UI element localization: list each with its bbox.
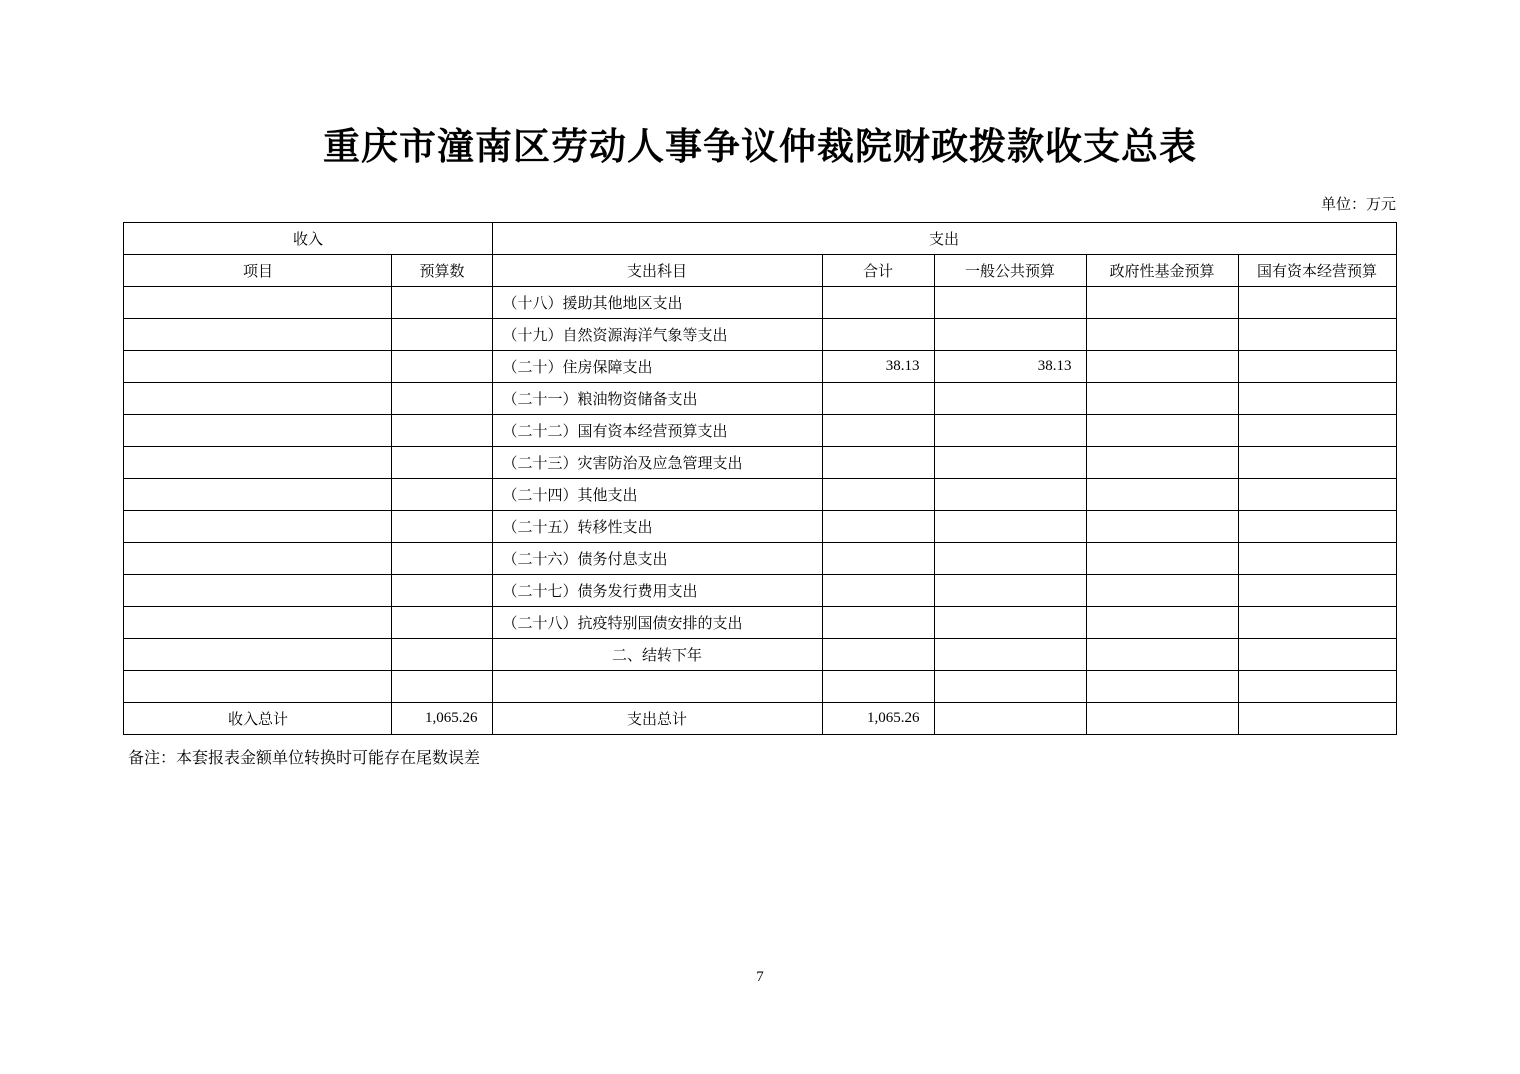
cell-total	[822, 606, 934, 638]
table-total-row	[124, 702, 1396, 734]
header-expenditure: 支出	[492, 222, 1396, 254]
cell-income-item	[124, 542, 392, 574]
cell-total	[822, 318, 934, 350]
cell-income-budget	[392, 286, 492, 318]
cell-total	[822, 510, 934, 542]
header-total: 合计	[822, 254, 934, 286]
cell-expenditure-subject: （二十八）抗疫特别国债安排的支出	[492, 606, 822, 638]
cell-general-public-budget	[934, 286, 1086, 318]
page-title: 重庆市潼南区劳动人事争议仲裁院财政拨款收支总表	[323, 127, 1197, 168]
table-row	[124, 286, 1396, 318]
cell-general-public-budget	[934, 414, 1086, 446]
header-income: 收入	[124, 222, 492, 254]
header-government-fund-budget: 政府性基金预算	[1086, 254, 1238, 286]
cell-government-fund-budget	[1086, 286, 1238, 318]
cell-income-budget	[392, 382, 492, 414]
cell-expenditure-subject: （二十七）债务发行费用支出	[492, 574, 822, 606]
cell-expenditure-subject: （二十四）其他支出	[492, 478, 822, 510]
cell-income-item	[124, 638, 392, 670]
table-row	[124, 478, 1396, 510]
cell-total	[822, 478, 934, 510]
cell-income-item	[124, 318, 392, 350]
table-row	[124, 638, 1396, 670]
cell-state-capital-budget	[1238, 350, 1396, 382]
cell-total: 38.13	[822, 350, 934, 382]
table-row	[124, 318, 1396, 350]
cell-government-fund-budget	[1086, 414, 1238, 446]
cell-income-item	[124, 382, 392, 414]
table-row	[124, 510, 1396, 542]
cell-expenditure-subject: （二十六）债务付息支出	[492, 542, 822, 574]
table-group-header-row	[124, 222, 1396, 254]
table-row	[124, 574, 1396, 606]
cell-general-public-budget	[934, 510, 1086, 542]
table-row	[124, 350, 1396, 382]
cell-expenditure-subject: （二十二）国有资本经营预算支出	[492, 414, 822, 446]
cell-income-budget	[392, 574, 492, 606]
cell-income-budget	[392, 446, 492, 478]
cell-income-item	[124, 606, 392, 638]
cell-total	[822, 446, 934, 478]
cell-total	[822, 638, 934, 670]
cell-income-budget	[392, 350, 492, 382]
cell-state-capital-budget	[1238, 414, 1396, 446]
cell-expenditure-total-value: 1,065.26	[822, 702, 934, 734]
budget-table	[123, 222, 1396, 735]
cell-expenditure-subject: （二十）住房保障支出	[492, 350, 822, 382]
cell-total	[822, 670, 934, 702]
cell-general-public-budget	[934, 478, 1086, 510]
cell-income-item	[124, 446, 392, 478]
cell-total	[822, 574, 934, 606]
cell-expenditure-subject: （二十一）粮油物资储备支出	[492, 382, 822, 414]
cell-general-public-budget	[934, 574, 1086, 606]
cell-income-item	[124, 286, 392, 318]
cell-state-capital-budget	[1238, 286, 1396, 318]
cell-state-capital-budget	[1238, 382, 1396, 414]
cell-income-item	[124, 574, 392, 606]
cell-government-fund-budget	[1086, 638, 1238, 670]
cell-total	[822, 382, 934, 414]
cell-general-public-budget	[934, 670, 1086, 702]
cell-expenditure-subject: （十九）自然资源海洋气象等支出	[492, 318, 822, 350]
cell-income-item	[124, 670, 392, 702]
cell-general-public-budget: 38.13	[934, 350, 1086, 382]
cell-total	[822, 542, 934, 574]
table-row	[124, 414, 1396, 446]
header-state-capital-budget: 国有资本经营预算	[1238, 254, 1396, 286]
cell-expenditure-subject: （十八）援助其他地区支出	[492, 286, 822, 318]
cell-state-capital-budget	[1238, 318, 1396, 350]
cell-income-item	[124, 414, 392, 446]
cell-general-public-budget	[934, 382, 1086, 414]
cell-total-state-capital-budget	[1238, 702, 1396, 734]
cell-government-fund-budget	[1086, 574, 1238, 606]
cell-state-capital-budget	[1238, 510, 1396, 542]
cell-government-fund-budget	[1086, 318, 1238, 350]
cell-government-fund-budget	[1086, 350, 1238, 382]
table-row	[124, 446, 1396, 478]
cell-income-budget	[392, 670, 492, 702]
cell-state-capital-budget	[1238, 638, 1396, 670]
header-income-item: 项目	[124, 254, 392, 286]
cell-government-fund-budget	[1086, 478, 1238, 510]
cell-general-public-budget	[934, 542, 1086, 574]
cell-total-general-public-budget	[934, 702, 1086, 734]
cell-income-budget	[392, 606, 492, 638]
cell-expenditure-subject	[492, 670, 822, 702]
unit-label: 单位：万元	[1320, 196, 1396, 213]
cell-income-item	[124, 510, 392, 542]
cell-expenditure-subject: （二十三）灾害防治及应急管理支出	[492, 446, 822, 478]
cell-government-fund-budget	[1086, 670, 1238, 702]
cell-income-budget	[392, 414, 492, 446]
cell-state-capital-budget	[1238, 542, 1396, 574]
cell-state-capital-budget	[1238, 446, 1396, 478]
cell-government-fund-budget	[1086, 510, 1238, 542]
cell-income-total-value: 1,065.26	[392, 702, 492, 734]
cell-state-capital-budget	[1238, 670, 1396, 702]
table-row	[124, 382, 1396, 414]
cell-income-budget	[392, 478, 492, 510]
cell-government-fund-budget	[1086, 446, 1238, 478]
header-expenditure-subject: 支出科目	[492, 254, 822, 286]
cell-total	[822, 286, 934, 318]
cell-income-budget	[392, 318, 492, 350]
header-general-public-budget: 一般公共预算	[934, 254, 1086, 286]
header-income-budget: 预算数	[392, 254, 492, 286]
table-note: 备注：本套报表金额单位转换时可能存在尾数误差	[128, 749, 481, 767]
cell-expenditure-subject: （二十五）转移性支出	[492, 510, 822, 542]
cell-income-budget	[392, 510, 492, 542]
cell-state-capital-budget	[1238, 478, 1396, 510]
cell-general-public-budget	[934, 606, 1086, 638]
cell-expenditure-total-label: 支出总计	[492, 702, 822, 734]
table-row	[124, 606, 1396, 638]
cell-state-capital-budget	[1238, 606, 1396, 638]
cell-general-public-budget	[934, 318, 1086, 350]
cell-total	[822, 414, 934, 446]
page-number: 7	[756, 969, 764, 985]
table-row	[124, 542, 1396, 574]
cell-income-total-label: 收入总计	[124, 702, 392, 734]
cell-income-budget	[392, 542, 492, 574]
cell-income-item	[124, 350, 392, 382]
table-column-header-row	[124, 254, 1396, 286]
cell-total-government-fund-budget	[1086, 702, 1238, 734]
cell-state-capital-budget	[1238, 574, 1396, 606]
cell-income-item	[124, 478, 392, 510]
cell-expenditure-subject: 二、结转下年	[492, 638, 822, 670]
cell-government-fund-budget	[1086, 606, 1238, 638]
cell-general-public-budget	[934, 638, 1086, 670]
cell-general-public-budget	[934, 446, 1086, 478]
table-row	[124, 670, 1396, 702]
cell-government-fund-budget	[1086, 382, 1238, 414]
cell-government-fund-budget	[1086, 542, 1238, 574]
cell-income-budget	[392, 638, 492, 670]
